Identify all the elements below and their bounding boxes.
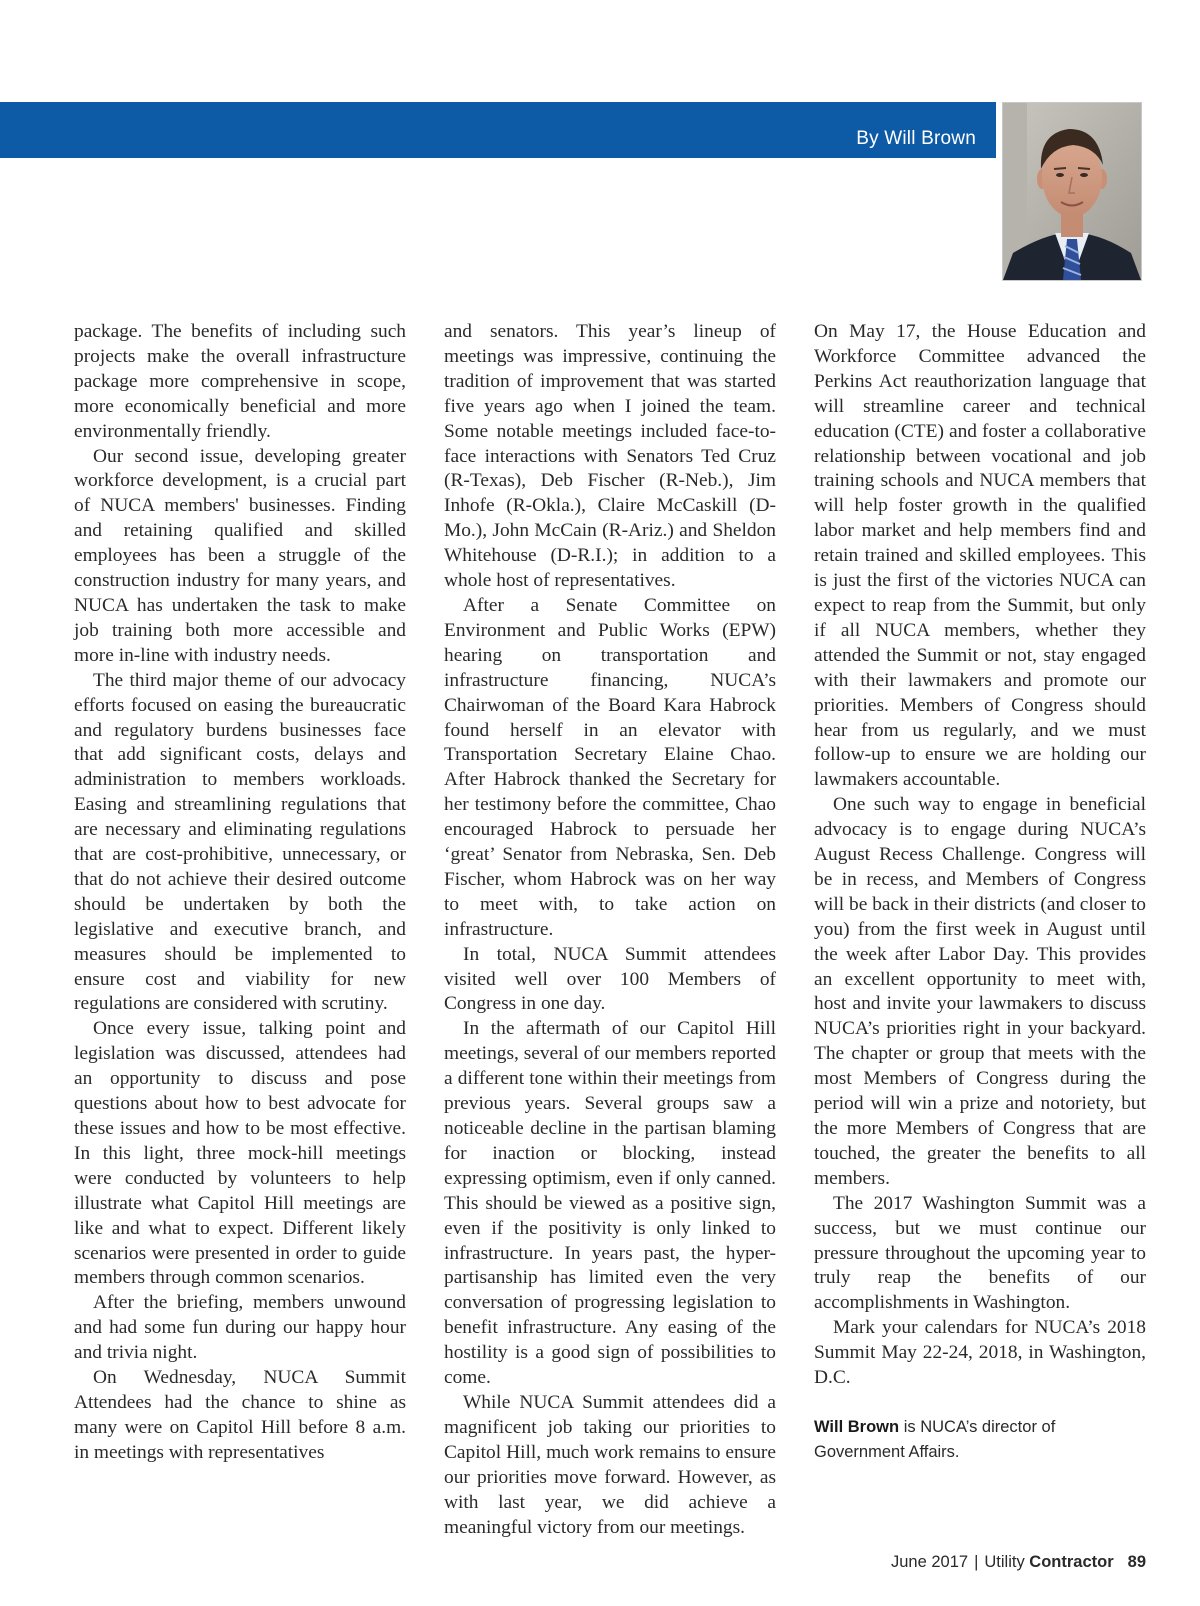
paragraph: Mark your calendars for NUCA’s 2018 Summit May 22-24, 2018, in Washington, D.C. xyxy=(814,1317,1146,1389)
author-name: Will Brown xyxy=(814,1417,900,1436)
header-bar xyxy=(0,102,996,158)
author-photo xyxy=(1002,102,1142,281)
paragraph: and senators. This year’s lineup of meetings was impressive, continuing the tradition of improvement that was started five years ago when I joined the team. Some notable meetings included face-to-face interactions with Senators Ted Cruz (R-Texas), Deb Fischer (R-Neb.), Jim Inhofe (R-Okla.), Claire McCaskill (D-Mo.), John McCain (R-Ariz.) and Sheldon Whitehouse (D-R.I.); in addition to a whole host of representatives. xyxy=(444,321,776,592)
article-column-2 xyxy=(444,320,776,1540)
paragraph: Our second issue, developing greater workforce development, is a crucial part of NUCA members' businesses. Finding and retaining qualified and skilled employees has been a struggle of the construction industry for many years, and NUCA has undertaken the task to make job training both more accessible and more in-line with industry needs. xyxy=(74,445,406,666)
magazine-name-bold: Contractor xyxy=(1029,1553,1114,1571)
paragraph: While NUCA Summit attendees did a magnificent job taking our priorities to Capitol Hill, much work remains to ensure our priorities move forward. However, as with last year, we did achieve a meaningful victory from our meetings. xyxy=(444,1391,776,1538)
paragraph: Once every issue, talking point and legislation was discussed, attendees had an opportunity to discuss and pose questions about how to best advocate for these issues and how to be most effective. In this light, three mock-hill meetings were conducted by volunteers to help illustrate what Capitol Hill meetings are like and what to expect. Different likely scenarios were presented in order to guide members through common scenarios. xyxy=(74,1018,406,1289)
author-bio xyxy=(814,1415,1146,1465)
page-footer xyxy=(891,1553,1146,1572)
paragraph: The third major theme of our advocacy efforts focused on easing the bureaucratic and regulatory burdens businesses face that add significant costs, delays and administration to members workloads. Easing and streamlining regulations that are necessary and eliminating regulations that are cost-prohibitive, unnecessary, or that do not achieve their desired outcome should be undertaken by both the legislative and executive branch, and measures should be implemented to ensure cost and viability for new regulations are considered with scrutiny. xyxy=(74,669,406,1015)
paragraph: After a Senate Committee on Environment and Public Works (EPW) hearing on transportation and infrastructure financing, NUCA’s Chairwoman of the Board Kara Habrock found herself in an elevator with Transportation Secretary Elaine Chao. After Habrock thanked the Secretary for her testimony before the committee, Chao encouraged Habrock to persuade her ‘great’ Senator from Nebraska, Sen. Deb Fischer, whom Habrock was on her way to meet with, to take action on infrastructure. xyxy=(444,594,776,940)
byline: By Will Brown xyxy=(856,128,976,149)
paragraph: One such way to engage in beneficial advocacy is to engage during NUCA’s August Recess Challenge. Congress will be in recess, and Members of Congress will be back in their districts (and closer to you) from the first week in August until the week after Labor Day. This provides an excellent opportunity to meet with, host and invite your lawmakers to discuss NUCA’s priorities right in your backyard. The chapter or group that meets with the most Members of Congress during the period will win a prize and notoriety, but the more Members of Congress that are touched, the greater the benefits to all members. xyxy=(814,794,1146,1189)
issue-date: June 2017 xyxy=(891,1553,969,1571)
magazine-name-light: Utility xyxy=(984,1553,1030,1571)
article-column-3 xyxy=(814,320,1146,1465)
paragraph: package. The benefits of including such projects make the overall infrastructure package more comprehensive in scope, more economically beneficial and more environmentally friendly. xyxy=(74,321,406,442)
paragraph: On May 17, the House Education and Workforce Committee advanced the Perkins Act reauthorization language that will streamline career and technical education (CTE) and foster a collaborative relationship between vocational and job training schools and NUCA members that will help foster growth in the qualified labor market and help members find and retain trained and skilled employees. This is just the first of the victories NUCA can expect to reap from the Summit, but only if all NUCA members, whether they attended the Summit or not, stay engaged with their lawmakers and promote our priorities. Members of Congress should hear from us regularly, and we must follow-up to ensure we are holding our lawmakers accountable. xyxy=(814,321,1146,791)
paragraph: In total, NUCA Summit attendees visited well over 100 Members of Congress in one day. xyxy=(444,943,776,1015)
footer-separator: | xyxy=(974,1553,979,1571)
author-bio-text: is NUCA’s director of Government Affairs. xyxy=(814,1417,1056,1461)
paragraph: The 2017 Washington Summit was a success, but we must continue our pressure throughout the upcoming year to truly reap the benefits of our accomplishments in Washington. xyxy=(814,1192,1146,1314)
paragraph: In the aftermath of our Capitol Hill meetings, several of our members reported a different tone within their meetings from previous years. Several groups saw a noticeable decline in the partisan blaming for inaction or blocking, instead expressing optimism, even if only canned. This should be viewed as a positive sign, even if the positivity is only linked to infrastructure. In years past, the hyper-partisanship has limited even the very conversation of progressing legislation to benefit infrastructure. Any easing of the hostility is a good sign of possibilities to come. xyxy=(444,1018,776,1389)
author-portrait-image xyxy=(1003,103,1141,280)
article-column-1 xyxy=(74,320,406,1466)
page-number: 89 xyxy=(1127,1553,1146,1571)
paragraph: After the briefing, members unwound and had some fun during our happy hour and trivia night. xyxy=(74,1292,406,1364)
paragraph: On Wednesday, NUCA Summit Attendees had the chance to shine as many were on Capitol Hill before 8 a.m. in meetings with representatives xyxy=(74,1367,406,1463)
